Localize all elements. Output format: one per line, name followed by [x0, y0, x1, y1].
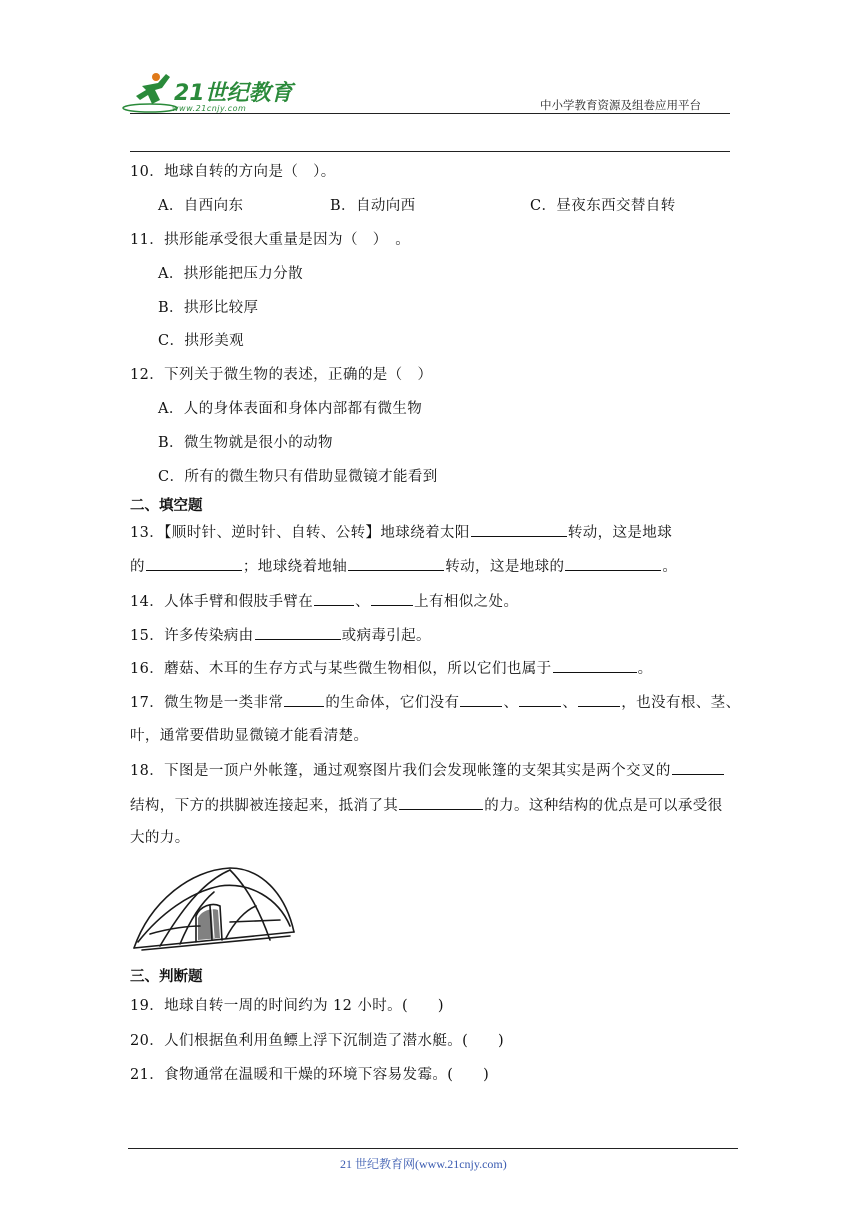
q10-option-c: C．昼夜东西交替自转 [530, 198, 676, 214]
question-13-line2 [130, 555, 677, 576]
platform-title: 中小学教育资源及组卷应用平台 [540, 98, 701, 112]
q12-option-c: C．所有的微生物只有借助显微镜才能看到 [158, 469, 438, 485]
q13-text-5: 转动，这是地球的 [445, 559, 565, 575]
q13-text-4: ；地球绕着地轴 [242, 559, 348, 575]
question-15 [130, 624, 431, 645]
question-12: 12．下列关于微生物的表述，正确的是（ ） [130, 367, 433, 383]
footer-text: 21 世纪教育网(www.21cnjy.com) [340, 1157, 507, 1171]
q12-option-a: A．人的身体表面和身体内部都有微生物 [158, 401, 423, 417]
answer-blank [578, 692, 620, 707]
answer-blank [553, 658, 637, 673]
q13-text-1: 13．【顺时针、逆时针、自转、公转】地球绕着太阳 [130, 525, 470, 541]
answer-blank [371, 591, 413, 606]
q10-option-a: A．自西向东 [158, 198, 244, 214]
answer-blank [314, 591, 354, 606]
answer-blank [146, 556, 242, 571]
question-13-line1 [130, 521, 672, 542]
section-heading-true-false: 三、判断题 [130, 969, 203, 985]
answer-blank [348, 556, 444, 571]
question-17-line1 [130, 691, 740, 712]
question-18-line3: 大的力。 [130, 830, 190, 846]
answer-blank [471, 522, 567, 537]
question-21: 21．食物通常在温暖和干燥的环境下容易发霉。( ) [130, 1067, 490, 1083]
q13-text-3: 的 [130, 559, 145, 575]
q18-text-1: 18．下图是一顶户外帐篷，通过观察图片我们会发现帐篷的支架其实是两个交叉的 [130, 763, 671, 779]
question-18-line1 [130, 759, 725, 780]
q10-option-b: B．自动向西 [330, 198, 416, 214]
q17-text-2: 的生命体，它们没有 [325, 695, 460, 711]
q17-text-4: 、 [562, 695, 578, 711]
q17-text-3: 、 [503, 695, 519, 711]
question-19: 19．地球自转一周的时间约为 12 小时。( ) [130, 998, 444, 1014]
q16-text-1: 16．蘑菇、木耳的生存方式与某些微生物相似，所以它们也属于 [130, 661, 552, 677]
answer-blank [519, 692, 561, 707]
q12-option-b: B．微生物就是很小的动物 [158, 435, 333, 451]
q18-text-2: 结构，下方的拱脚被连接起来，抵消了其 [130, 798, 399, 814]
question-14 [130, 590, 518, 611]
answer-blank [284, 692, 324, 707]
q11-option-a: A．拱形能把压力分散 [158, 266, 303, 282]
question-18-line2 [130, 794, 723, 815]
question-17-line2: 叶，通常要借助显微镜才能看清楚。 [130, 728, 369, 744]
q18-text-3: 的力。这种结构的优点是可以承受很 [484, 798, 723, 814]
header-rule-bottom [130, 151, 730, 152]
answer-blank [460, 692, 502, 707]
answer-blank [672, 760, 724, 775]
q15-text-2: 或病毒引起。 [341, 628, 431, 644]
q14-text-3: 上有相似之处。 [414, 594, 519, 610]
question-11: 11．拱形能承受很大重量是因为（ ） 。 [130, 232, 411, 248]
q15-text-1: 15．许多传染病由 [130, 628, 254, 644]
question-16 [130, 657, 652, 678]
q13-text-2: 转动，这是地球 [567, 525, 673, 541]
footer-rule [128, 1148, 738, 1149]
question-20: 20．人们根据鱼利用鱼鳔上浮下沉制造了潜水艇。( ) [130, 1033, 505, 1049]
q11-option-b: B．拱形比较厚 [158, 300, 259, 316]
logo [122, 68, 292, 118]
header-rule-top [130, 113, 730, 114]
tent-image [130, 862, 298, 954]
answer-blank [399, 795, 483, 810]
section-heading-fill-in: 二、填空题 [130, 498, 203, 514]
q13-text-6: 。 [662, 559, 678, 575]
logo-text: 21世纪教育 [174, 81, 293, 106]
q17-text-5: ，也没有根、茎、 [621, 695, 741, 711]
answer-blank [255, 625, 341, 640]
q17-text-1: 17．微生物是一类非常 [130, 695, 284, 711]
question-10: 10．地球自转的方向是（ ）。 [130, 164, 336, 180]
q14-text-1: 14．人体手臂和假肢手臂在 [130, 594, 314, 610]
q14-text-2: 、 [355, 594, 371, 610]
q16-text-2: 。 [637, 661, 653, 677]
q11-option-c: C．拱形美观 [158, 333, 244, 349]
logo-url: www.21cnjy.com [172, 104, 247, 113]
answer-blank [565, 556, 661, 571]
